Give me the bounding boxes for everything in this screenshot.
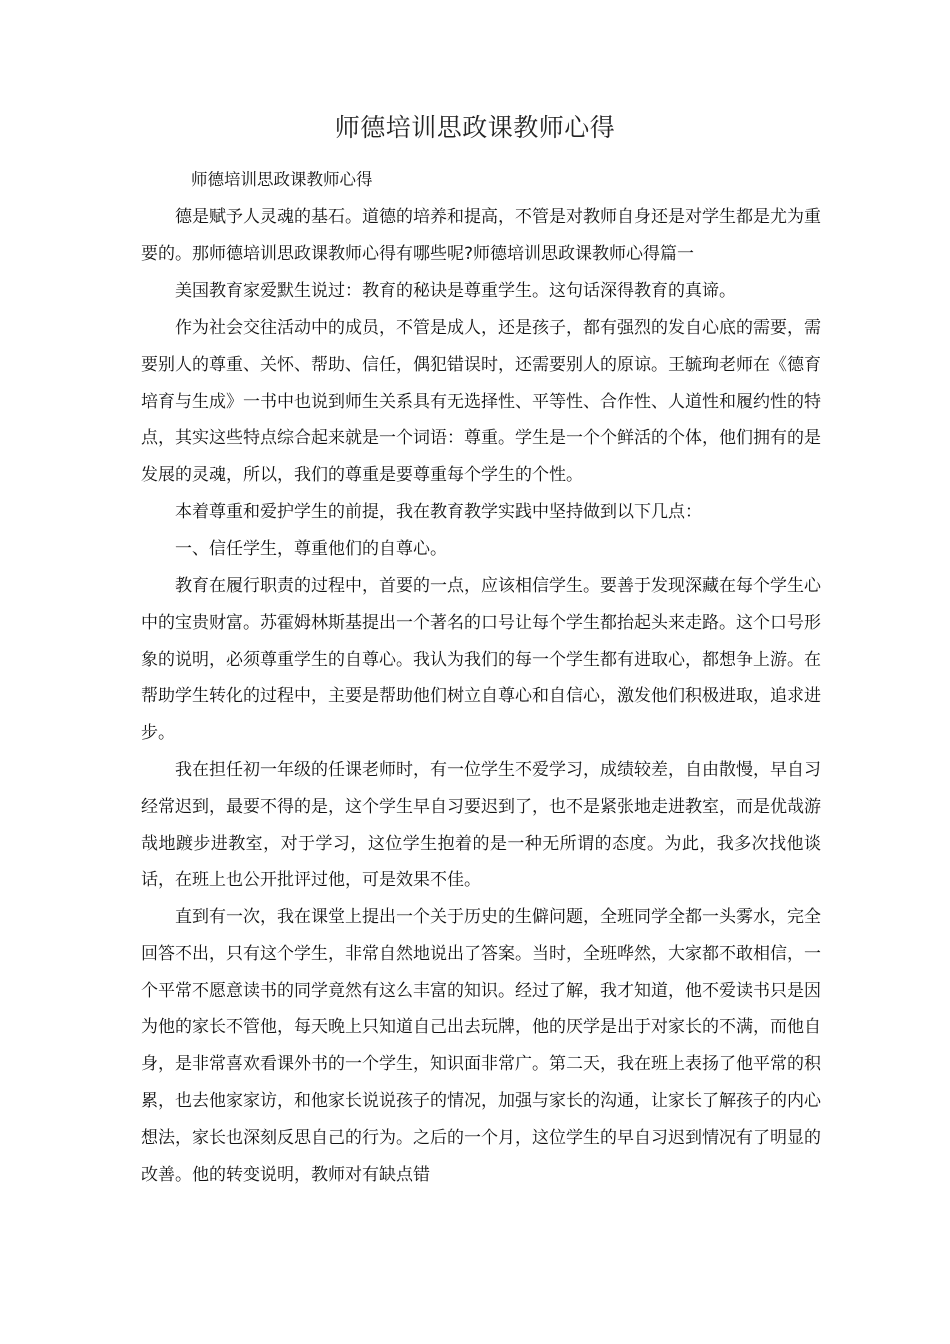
paragraph-principles: 本着尊重和爱护学生的前提，我在教育教学实践中坚持做到以下几点： xyxy=(175,502,702,522)
document-title: 师德培训思政课教师心得 xyxy=(334,113,616,142)
paragraph-intro: 德是赋予人灵魂的基石。道德的培养和提高，不管是对教师自身还是对学生都是尤为重要的。那师德培训思政课教师心得有哪些呢?师德培训思政课教师心得篇一 xyxy=(141,207,821,264)
paragraph-respect: 作为社会交往活动中的成员，不管是成人，还是孩子，都有强烈的发自心底的需要，需要别人的尊重、关怀、帮助、信任，偶犯错误时，还需要别人的原谅。王毓珣老师在《德育培育与生成》一书中也说到师生关系具有无选择性、平等性、合作性、人道性和履约性的特点，其实这些特点综合起来就是一个词语：尊重。学生是一个个鲜活的个体，他们拥有的是发展的灵魂，所以，我们的尊重是要尊重每个学生的个性。 xyxy=(141,318,821,486)
paragraph-emerson: 美国教育家爱默生说过：教育的秘诀是尊重学生。这句话深得教育的真谛。 xyxy=(175,281,736,301)
paragraph-heading-one: 一、信任学生，尊重他们的自尊心。 xyxy=(175,539,447,559)
paragraph-trust: 教育在履行职责的过程中，首要的一点，应该相信学生。要善于发现深藏在每个学生心中的宝贵财富。苏霍姆林斯基提出一个著名的口号让每个学生都抬起头来走路。这个口号形象的说明，必须尊重学生的自尊心。我认为我们的每一个学生都有进取心，都想争上游。在帮助学生转化的过程中，主要是帮助他们树立自尊心和自信心，激发他们积极进取，追求进步。 xyxy=(141,576,821,744)
paragraph-story-start: 我在担任初一年级的任课老师时，有一位学生不爱学习，成绩较差，自由散慢，早自习经常迟到，最要不得的是，这个学生早自习要迟到了，也不是紧张地走进教室，而是优哉游哉地踱步进教室，对于学习，这位学生抱着的是一种无所谓的态度。为此，我多次找他谈话，在班上也公开批评过他，可是效果不佳。 xyxy=(141,760,821,891)
document-subtitle: 师德培训思政课教师心得 xyxy=(191,170,373,189)
paragraph-story-turn: 直到有一次，我在课堂上提出一个关于历史的生僻问题，全班同学全都一头雾水，完全回答不出，只有这个学生，非常自然地说出了答案。当时，全班哗然，大家都不敢相信，一个平常不愿意读书的同学竟然有这么丰富的知识。经过了解，我才知道，他不爱读书只是因为他的家长不管他，每天晚上只知道自己出去玩牌，他的厌学是出于对家长的不满，而他自身，是非常喜欢看课外书的一个学生，知识面非常广。第二天，我在班上表扬了他平常的积累，也去他家家访，和他家长说说孩子的情况，加强与家长的沟通，让家长了解孩子的内心想法，家长也深刻反思自己的行为。之后的一个月，这位学生的早自习迟到情况有了明显的改善。他的转变说明，教师对有缺点错 xyxy=(141,907,821,1185)
